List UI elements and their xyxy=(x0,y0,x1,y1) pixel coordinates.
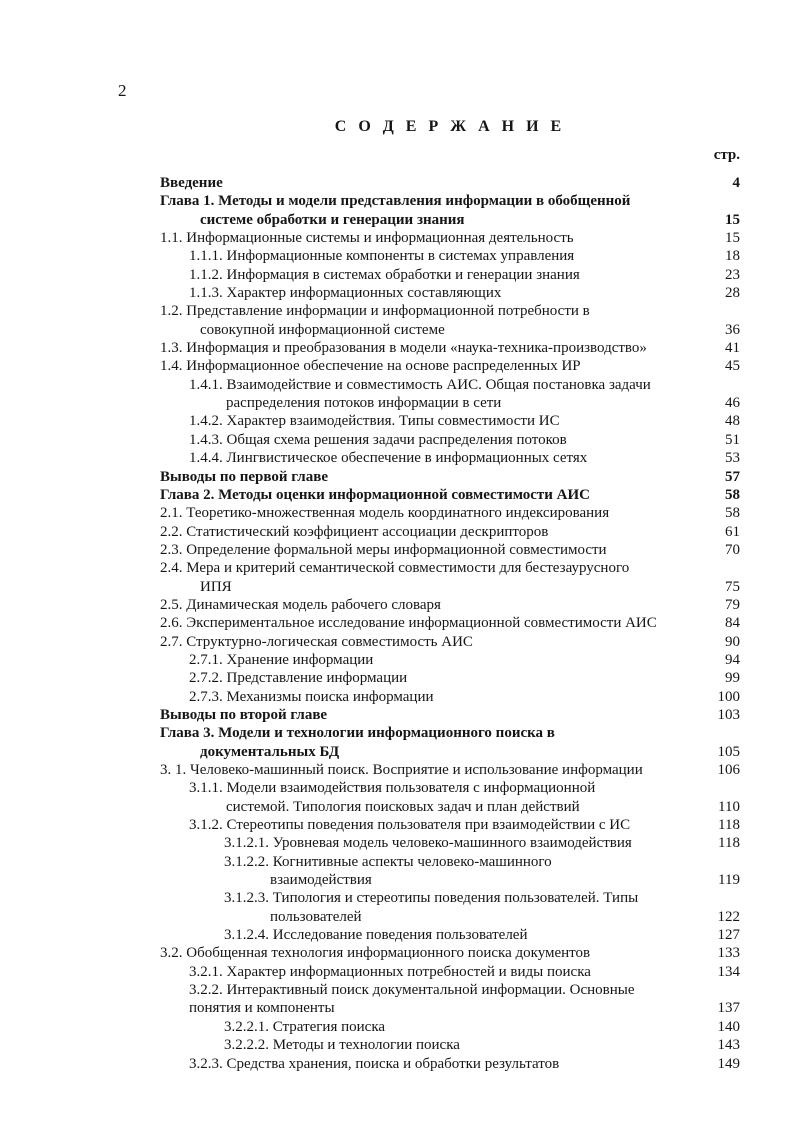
toc-entry-2-1[interactable] xyxy=(160,504,740,522)
toc-entry-text: Глава 1. Методы и модели представления информации в обобщенной xyxy=(160,193,631,210)
toc-entry-3-1-2-1[interactable] xyxy=(160,834,740,852)
toc-entry-text: Глава 2. Методы оценки информационной совместимости АИС xyxy=(160,486,590,503)
toc-entry-page: 127 xyxy=(717,927,740,944)
toc-entry-2-7-3[interactable] xyxy=(160,688,740,706)
toc-entry-2-7[interactable] xyxy=(160,633,740,651)
toc-entry-text: 3.2.2.2. Методы и технологии поиска xyxy=(224,1037,460,1054)
toc-entry-page: 90 xyxy=(725,633,740,650)
toc-entry-page: 45 xyxy=(725,358,740,375)
toc-entry-text: 1.4.2. Характер взаимодействия. Типы совместимости ИС xyxy=(189,413,560,430)
toc-entry-2-5[interactable] xyxy=(160,596,740,614)
toc-entry-page: 48 xyxy=(725,413,740,430)
page-title: С О Д Е Р Ж А Н И Е xyxy=(334,118,566,135)
toc-entry-1-1[interactable] xyxy=(160,229,740,247)
toc-entry-page: 46 xyxy=(725,395,740,412)
toc-entry-3-2-2-2[interactable] xyxy=(160,1036,740,1054)
page-column-header: стр. xyxy=(713,147,740,163)
toc-entry-page: 79 xyxy=(725,596,740,613)
toc-entry-3-2-1[interactable] xyxy=(160,963,740,981)
toc-entry-text-continuation: системой. Типология поисковых задач и план действий xyxy=(226,798,580,815)
toc-entry-page: 122 xyxy=(717,908,740,925)
toc-entry-3-1-2[interactable] xyxy=(160,816,740,834)
toc-entry-text: 3.2.1. Характер информационных потребностей и виды поиска xyxy=(189,963,591,980)
toc-entry-page: 51 xyxy=(725,431,740,448)
toc-entry-page: 149 xyxy=(717,1055,740,1072)
toc-entry-page: 75 xyxy=(725,578,740,595)
toc-entry-page: 94 xyxy=(725,651,740,668)
toc-entry-page: 118 xyxy=(718,817,740,834)
toc-entry-3-1-2-4[interactable] xyxy=(160,926,740,944)
toc-entry-page: 15 xyxy=(725,211,740,228)
toc-entry-text: 2.5. Динамическая модель рабочего словаря xyxy=(160,596,441,613)
toc-entry-page: 58 xyxy=(725,486,740,503)
toc-entry-page: 110 xyxy=(718,798,740,815)
toc-entry-1-4-2[interactable] xyxy=(160,412,740,430)
toc-entry-page: 18 xyxy=(725,248,740,265)
toc-entry-text: 2.1. Теоретико-множественная модель координатного индексирования xyxy=(160,505,610,522)
toc-entry-2-3[interactable] xyxy=(160,541,740,559)
toc-entry-page: 140 xyxy=(717,1018,740,1035)
toc-entry-page: 58 xyxy=(725,505,740,522)
toc-entry-text-continuation: взаимодействия xyxy=(270,872,372,889)
toc-entry-text: 1.1.2. Информация в системах обработки и генерации знания xyxy=(189,266,580,283)
toc-entry-1-1-1[interactable] xyxy=(160,247,740,265)
toc-entry-page: 15 xyxy=(725,230,740,247)
toc-entry-3-1-2-2[interactable] xyxy=(160,853,740,890)
toc-entry-1-1-3[interactable] xyxy=(160,284,740,302)
toc-entry-text: 3.1.2.1. Уровневая модель человеко-машинного взаимодействия xyxy=(224,835,632,852)
toc-entry-text: 3. 1. Человеко-машинный поиск. Восприятие и использование информации xyxy=(160,762,643,778)
toc-entry-page: 106 xyxy=(717,762,740,778)
toc-entry-page: 23 xyxy=(725,266,740,283)
toc-entry-text: 1.1. Информационные системы и информационная деятельность xyxy=(160,230,574,247)
toc-entry-text: 1.4. Информационное обеспечение на основе распределенных ИР xyxy=(160,358,581,375)
toc-entry-3-1[interactable] xyxy=(160,761,740,779)
toc-entry-page: 99 xyxy=(725,670,740,687)
toc-entry-3-2[interactable] xyxy=(160,944,740,962)
toc-entry-page: 118 xyxy=(718,835,740,852)
toc-entry-text: 3.2.2. Интерактивный поиск документальной информации. Основные xyxy=(189,982,635,999)
toc-entry-page: 57 xyxy=(725,468,740,485)
toc-entry-1-4[interactable] xyxy=(160,357,740,375)
toc-entry-1-4-3[interactable] xyxy=(160,431,740,449)
toc-entry-text: Выводы по второй главе xyxy=(160,706,328,723)
toc-entry-page: 100 xyxy=(717,688,740,705)
toc-entry-3-1-2-3[interactable] xyxy=(160,889,740,926)
toc-entry-1-1-2[interactable] xyxy=(160,266,740,284)
toc-entry-page: 4 xyxy=(732,175,740,191)
toc-entry-text: 1.3. Информация и преобразования в модели «наука-техника-производство» xyxy=(160,340,647,357)
toc-entry-text: 2.7.2. Представление информации xyxy=(189,670,408,687)
toc-entry-page: 36 xyxy=(725,321,740,338)
toc-entry-text: 2.3. Определение формальной меры информационной совместимости xyxy=(160,541,607,558)
toc-entry-2-4[interactable] xyxy=(160,559,740,596)
toc-entry-text: Глава 3. Модели и технологии информационного поиска в xyxy=(160,725,555,742)
toc-entry-text: 3.1.1. Модели взаимодействия пользователя с информационной xyxy=(189,780,596,797)
toc-entry-text-continuation: ИПЯ xyxy=(200,578,232,595)
toc-entry-page: 103 xyxy=(717,706,740,723)
toc-entry-text-continuation: пользователей xyxy=(270,908,362,925)
toc-entry-text-continuation: распределения потоков информации в сети xyxy=(226,395,502,412)
toc-entry-text: 2.7. Структурно-логическая совместимость АИС xyxy=(160,633,473,650)
toc-entry-text: 2.2. Статистический коэффициент ассоциации дескрипторов xyxy=(160,523,549,540)
toc-entry-conclusions-chapter-1[interactable] xyxy=(160,468,740,486)
toc-entry-text: 2.4. Мера и критерий семантической совместимости для бестезаурусного xyxy=(160,560,630,577)
toc-entry-3-2-2-1[interactable] xyxy=(160,1018,740,1036)
toc-entry-text: 3.2. Обобщенная технология информационного поиска документов xyxy=(160,945,591,962)
toc-entry-chapter-2[interactable] xyxy=(160,486,740,504)
toc-entry-text: 3.1.2.3. Типология и стереотипы поведения пользователей. Типы xyxy=(224,890,639,907)
toc-entry-text-continuation: документальных БД xyxy=(200,743,340,760)
toc-entry-page: 105 xyxy=(717,743,740,760)
toc-entry-page: 84 xyxy=(725,615,740,632)
toc-entry-text: 1.1.1. Информационные компоненты в системах управления xyxy=(189,248,575,265)
toc-entry-3-1-1[interactable] xyxy=(160,779,740,816)
toc-entry-text: Выводы по первой главе xyxy=(160,468,328,485)
toc-entry-text: 1.1.3. Характер информационных составляющих xyxy=(189,285,502,302)
toc-entry-text: 1.4.4. Лингвистическое обеспечение в информационных сетях xyxy=(189,450,588,467)
toc-entry-1-4-4[interactable] xyxy=(160,449,740,467)
toc-entry-text: Введение xyxy=(160,175,223,191)
toc-entry-2-7-2[interactable] xyxy=(160,669,740,687)
toc-entry-1-4-1[interactable] xyxy=(160,376,740,413)
toc-entry-page: 143 xyxy=(717,1037,740,1054)
toc-entry-text: 3.2.2.1. Стратегия поиска xyxy=(224,1018,386,1035)
toc-entry-1-2[interactable] xyxy=(160,302,740,339)
toc-entry-text: 2.7.1. Хранение информации xyxy=(189,651,374,668)
toc-entry-text-continuation: системе обработки и генерации знания xyxy=(200,211,465,228)
toc-entry-text-continuation: совокупной информационной системе xyxy=(200,321,445,338)
toc-entry-page: 41 xyxy=(725,340,740,357)
table-of-contents xyxy=(160,174,740,1073)
page-number: 2 xyxy=(118,81,127,100)
toc-entry-text: 3.1.2. Стереотипы поведения пользователя при взаимодействии с ИС xyxy=(189,817,631,834)
toc-entry-page: 61 xyxy=(725,523,740,540)
toc-entry-2-6[interactable] xyxy=(160,614,740,632)
toc-entry-3-2-3[interactable] xyxy=(160,1055,740,1073)
toc-entry-page: 134 xyxy=(717,963,740,980)
toc-entry-text: 1.2. Представление информации и информационной потребности в xyxy=(160,303,590,320)
toc-entry-page: 70 xyxy=(725,541,740,558)
toc-entry-page: 28 xyxy=(725,285,740,302)
toc-entry-text: 2.6. Экспериментальное исследование информационной совместимости АИС xyxy=(160,615,657,632)
toc-entry-text: 3.1.2.2. Когнитивные аспекты человеко-машинного xyxy=(224,853,552,870)
toc-entry-1-3[interactable] xyxy=(160,339,740,357)
toc-entry-2-2[interactable] xyxy=(160,523,740,541)
toc-entry-text: 1.4.1. Взаимодействие и совместимость АИС. Общая постановка задачи xyxy=(189,376,651,393)
toc-entry-page: 133 xyxy=(717,945,740,962)
toc-entry-text-continuation: понятия и компоненты xyxy=(189,1000,335,1017)
toc-entry-page: 119 xyxy=(718,872,740,889)
toc-entry-3-2-2[interactable] xyxy=(160,981,740,1018)
toc-entry-text: 3.1.2.4. Исследование поведения пользователей xyxy=(224,927,528,944)
toc-entry-chapter-1[interactable] xyxy=(160,192,740,229)
toc-entry-chapter-3[interactable] xyxy=(160,724,740,761)
toc-entry-page: 137 xyxy=(717,1000,740,1017)
toc-entry-page: 53 xyxy=(725,450,740,467)
toc-entry-conclusions-chapter-2[interactable] xyxy=(160,706,740,724)
toc-entry-text: 1.4.3. Общая схема решения задачи распределения потоков xyxy=(189,431,567,448)
toc-entry-text: 3.2.3. Средства хранения, поиска и обработки результатов xyxy=(189,1055,560,1072)
toc-entry-2-7-1[interactable] xyxy=(160,651,740,669)
toc-entry-introduction[interactable] xyxy=(160,174,740,192)
toc-entry-text: 2.7.3. Механизмы поиска информации xyxy=(189,688,434,705)
